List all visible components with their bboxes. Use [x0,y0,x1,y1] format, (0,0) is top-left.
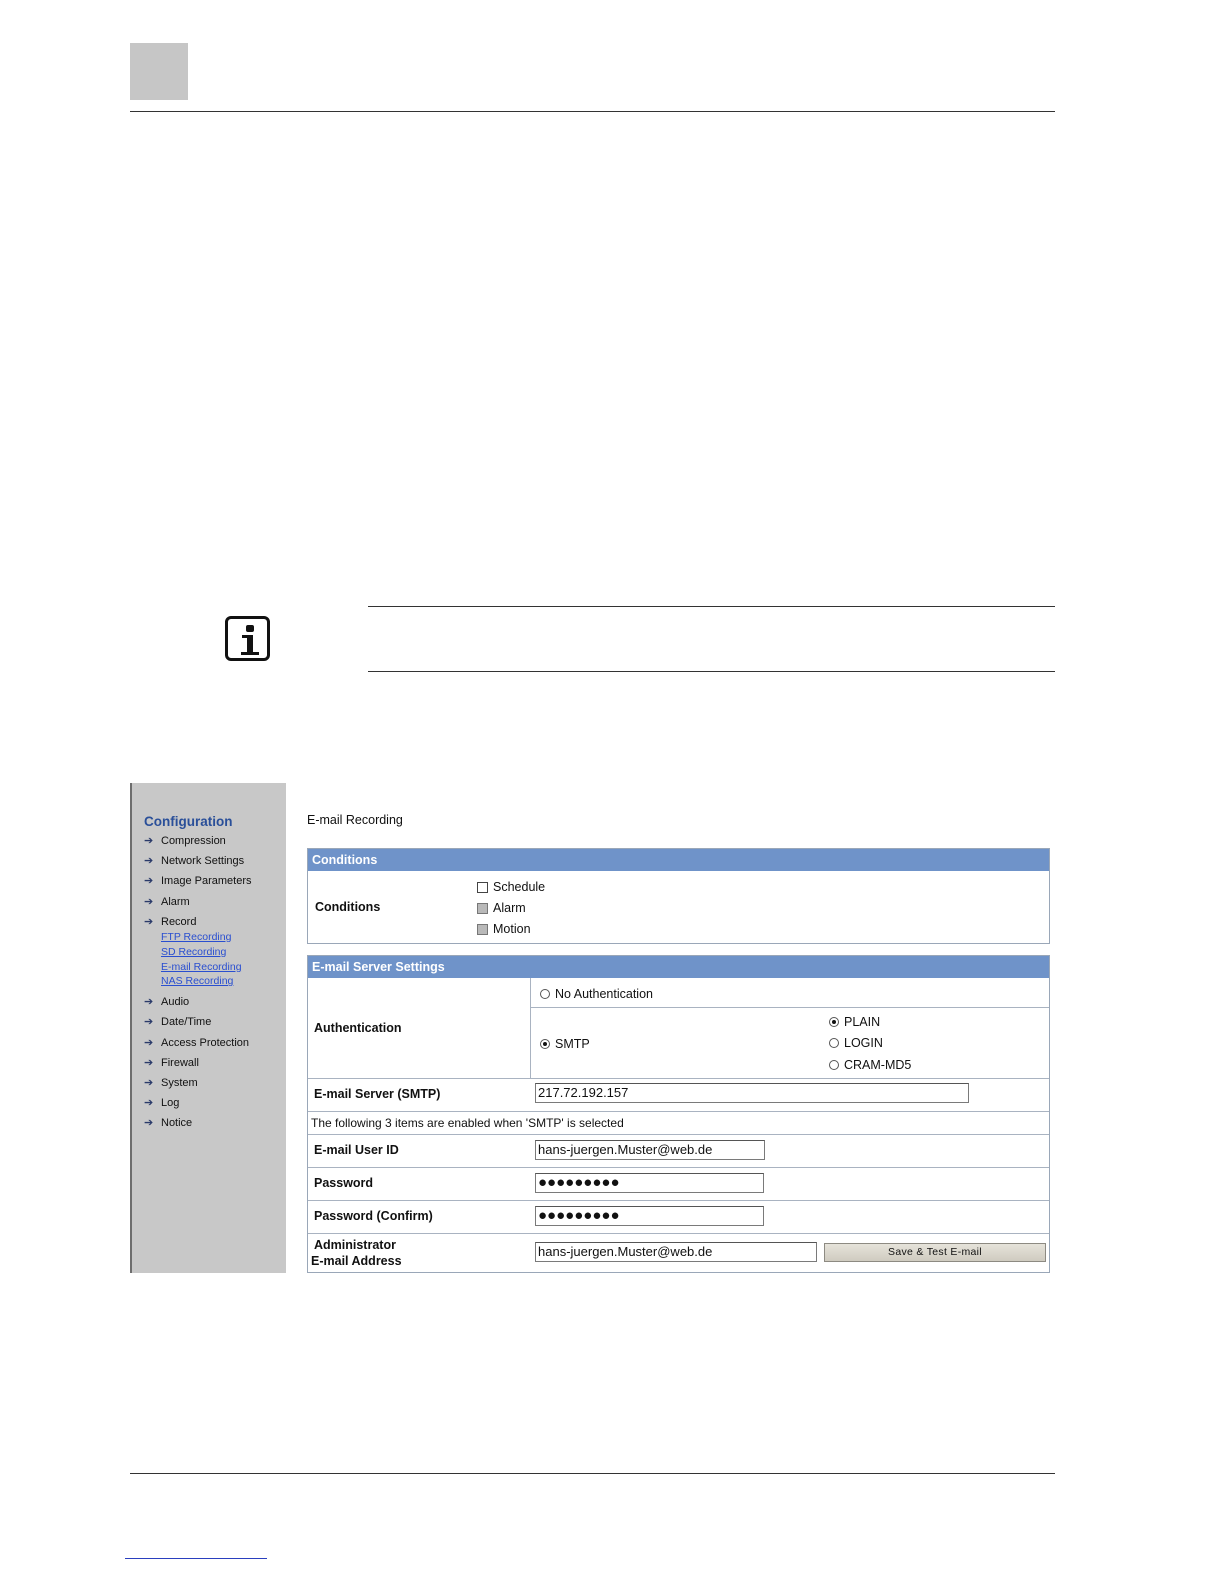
admin-email-input[interactable]: hans-juergen.Muster@web.de [535,1242,817,1262]
alarm-label: Alarm [493,901,526,915]
page-title: E-mail Recording [307,813,403,827]
sidebar-item-label: System [161,1076,198,1089]
schedule-checkbox[interactable] [477,882,488,893]
login-radio[interactable] [829,1038,839,1048]
sidebar-item-compression[interactable] [144,834,251,854]
smtp-label: SMTP [555,1037,590,1051]
chapter-marker [130,43,188,100]
save-test-email-button[interactable]: Save & Test E-mail [824,1243,1046,1262]
arrow-right-icon: ➔ [144,835,154,847]
sidebar-item-firewall[interactable] [144,1056,251,1076]
alarm-option [477,901,526,915]
login-option[interactable] [829,1036,883,1050]
sidebar-item-label: Image Parameters [161,875,252,888]
motion-label: Motion [493,922,531,936]
login-label: LOGIN [844,1036,883,1050]
sidebar-link-sd-recording[interactable]: SD Recording [161,945,227,958]
smtp-note: The following 3 items are enabled when 'SMTP' is selected [311,1116,624,1130]
arrow-right-icon: ➔ [144,996,154,1009]
arrow-right-icon: ➔ [144,855,154,868]
cram-md5-label: CRAM-MD5 [844,1058,912,1072]
info-icon [225,616,270,661]
arrow-right-icon: ➔ [144,1076,154,1089]
server-settings-panel [307,955,1050,1273]
note-rule-bottom [368,671,1055,672]
sidebar-item-label: Date/Time [161,1016,212,1029]
config-screenshot [130,783,1055,1273]
motion-option [477,922,531,936]
record-submenu [144,931,251,990]
sidebar-nav [144,834,251,1136]
user-id-input[interactable]: hans-juergen.Muster@web.de [535,1140,765,1160]
sidebar-link-email-recording[interactable]: E-mail Recording [161,960,242,973]
cram-md5-option[interactable] [829,1058,911,1072]
smtp-radio[interactable] [540,1039,550,1049]
sidebar-item-label: Audio [161,996,190,1009]
conditions-header: Conditions [308,849,1049,871]
smtp-option[interactable] [540,1037,590,1051]
smtp-server-label: E-mail Server (SMTP) [314,1087,441,1101]
server-settings-header: E-mail Server Settings [308,956,1049,978]
sidebar-item-label: Access Protection [161,1036,250,1049]
sidebar-item-system[interactable] [144,1076,251,1096]
sidebar-item-audio[interactable] [144,995,251,1015]
arrow-right-icon: ➔ [144,875,154,888]
user-id-label: E-mail User ID [314,1143,399,1157]
sidebar-item-label: Record [161,915,197,928]
plain-option[interactable] [829,1015,880,1029]
password-confirm-label: Password (Confirm) [314,1209,433,1223]
sidebar-item-access-protection[interactable] [144,1036,251,1056]
sidebar-item-alarm[interactable] [144,895,251,915]
no-authentication-radio[interactable] [540,989,550,999]
cram-md5-radio[interactable] [829,1060,839,1070]
sidebar-link-nas-recording[interactable]: NAS Recording [161,975,234,988]
password-label: Password [314,1176,374,1190]
schedule-label: Schedule [493,880,546,894]
sidebar [130,783,286,1273]
arrow-right-icon: ➔ [144,915,154,928]
arrow-right-icon: ➔ [144,895,154,908]
sidebar-item-image-parameters[interactable] [144,874,251,894]
arrow-right-icon: ➔ [144,1016,154,1029]
no-authentication-option[interactable] [540,987,653,1001]
authentication-label: Authentication [314,1021,402,1035]
sidebar-item-date-time[interactable] [144,1015,251,1035]
sidebar-item-label: Network Settings [161,855,245,868]
arrow-right-icon: ➔ [144,1036,154,1049]
motion-checkbox [477,924,488,935]
sidebar-item-label: Notice [161,1117,193,1130]
sidebar-item-label: Log [161,1097,180,1110]
header-rule [130,111,1055,112]
footer-link-underline [125,1558,267,1559]
sidebar-item-notice[interactable] [144,1116,251,1136]
password-input[interactable]: ●●●●●●●●● [535,1173,764,1193]
admin-email-label-line2: E-mail Address [311,1254,402,1268]
alarm-checkbox [477,903,488,914]
admin-email-label-line1: Administrator [314,1238,396,1252]
sidebar-item-network-settings[interactable] [144,854,251,874]
arrow-right-icon: ➔ [144,1056,154,1069]
conditions-panel [307,848,1050,944]
arrow-right-icon: ➔ [144,1097,154,1110]
sidebar-item-log[interactable] [144,1096,251,1116]
sidebar-item-label: Alarm [161,895,190,908]
plain-radio[interactable] [829,1017,839,1027]
sidebar-title: Configuration [144,814,233,829]
sidebar-item-label: Firewall [161,1056,199,1069]
conditions-label: Conditions [315,900,381,914]
note-rule-top [368,606,1055,607]
schedule-option[interactable] [477,880,545,894]
sidebar-link-ftp-recording[interactable]: FTP Recording [161,930,232,943]
plain-label: PLAIN [844,1015,881,1029]
smtp-server-input[interactable]: 217.72.192.157 [535,1083,969,1103]
footer-rule [130,1473,1055,1474]
sidebar-item-label: Compression [161,835,226,847]
password-confirm-input[interactable]: ●●●●●●●●● [535,1206,764,1226]
no-authentication-label: No Authentication [555,987,653,1001]
arrow-right-icon: ➔ [144,1117,154,1130]
